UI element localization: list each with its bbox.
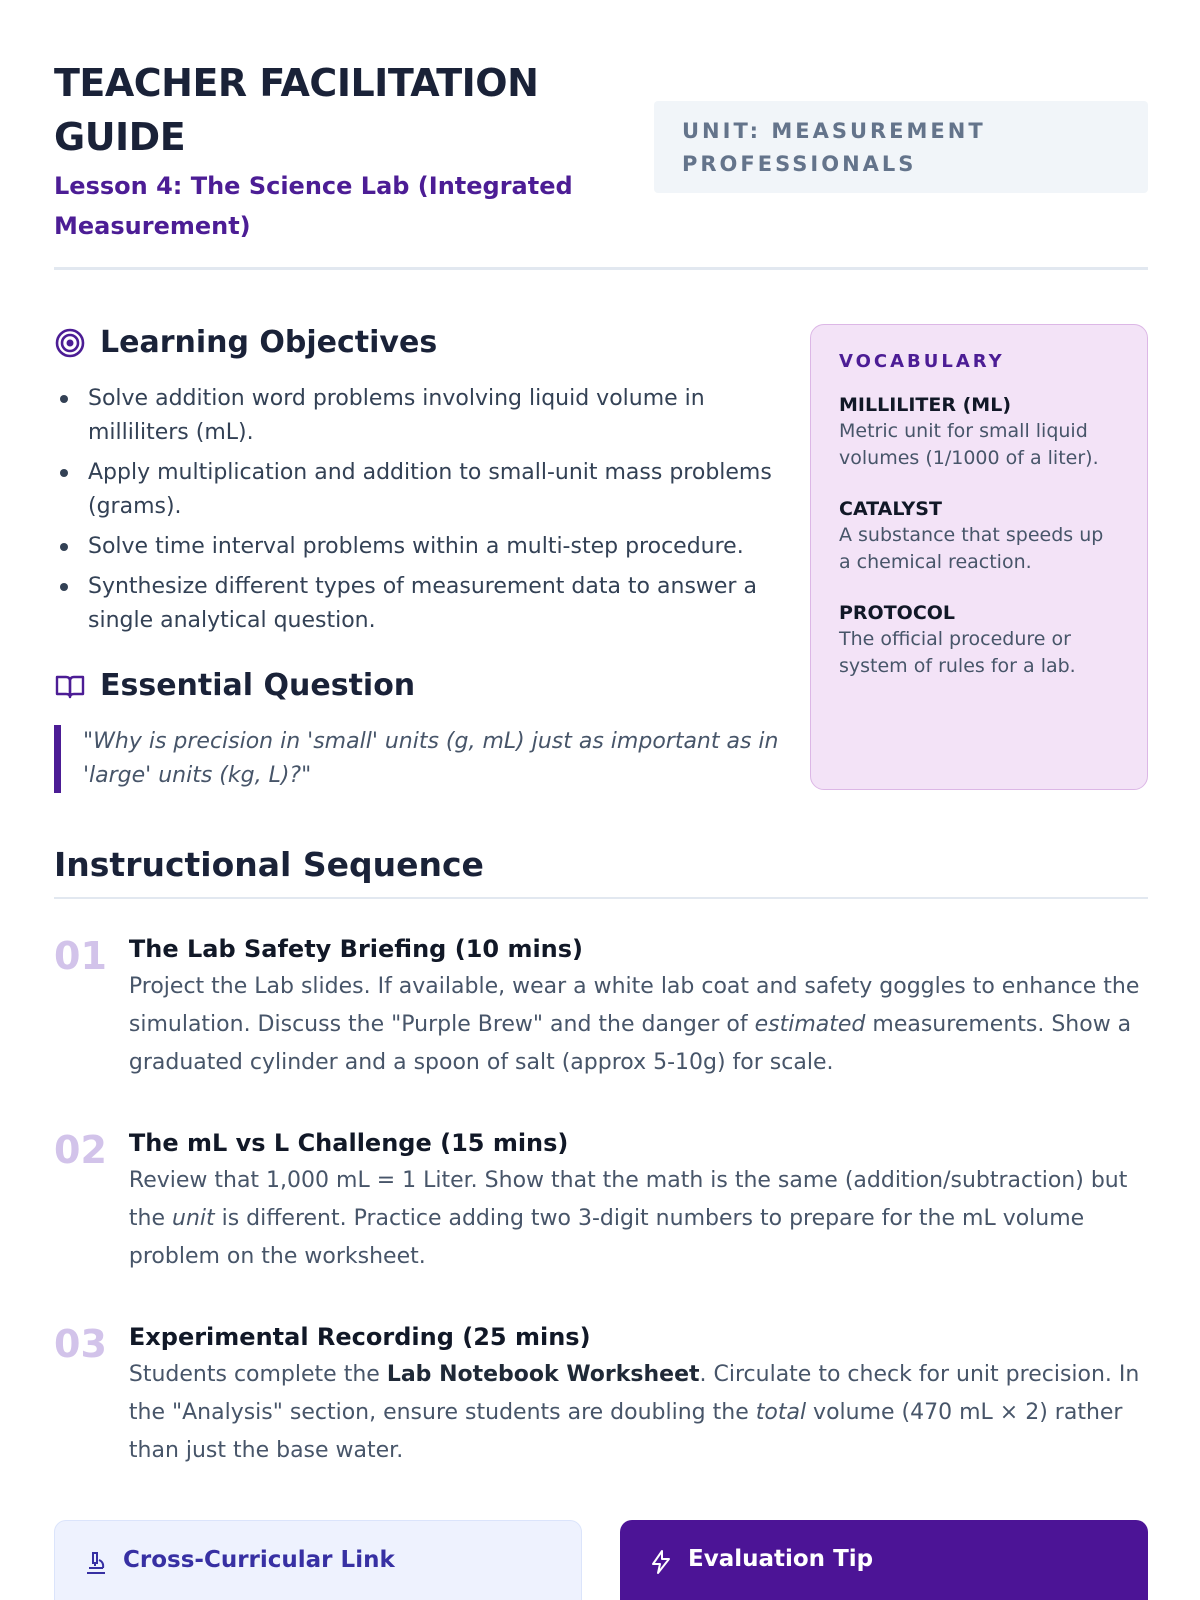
learning-objectives-heading [54,325,784,360]
evaluation-tip-label: Evaluation Tip [688,1546,874,1572]
step-body [129,1126,1148,1276]
vocab-term-name: MILLILITER (ML) [839,394,1012,416]
step-body [129,1320,1148,1470]
sequence-step [54,932,1148,1082]
vocabulary-box [810,324,1148,790]
list-item: Synthesize different types of measurement data to answer a single analytical question. [54,570,784,638]
instructional-sequence-heading: Instructional Sequence [54,845,1148,899]
vocab-term-name: CATALYST [839,498,942,520]
vocab-term [839,496,1119,576]
step-description: Project the Lab slides. If available, wear a white lab coat and safety goggles to enhance the simulation. Discuss the "Purple Brew" and the danger of estimated measurements. Show a graduated cylinder and a spoon of salt (approx 5-10g) for scale. [128,974,1140,1075]
cross-curricular-label: Cross-Curricular Link [123,1547,395,1573]
vocab-term [839,392,1119,472]
step-number: 01 [54,934,107,978]
step-title: The Lab Safety Briefing (10 mins) [128,935,584,963]
vocab-term [839,600,1119,680]
lesson-subtitle: Lesson 4: The Science Lab (Integrated Measurement) [54,172,573,240]
list-item: Apply multiplication and addition to small-unit mass problems (grams). [54,456,784,524]
evaluation-tip-card [620,1520,1148,1600]
step-number: 03 [54,1322,107,1366]
lightning-icon [648,1549,674,1575]
learning-objectives-section [54,325,784,644]
unit-badge: UNIT: MEASUREMENT PROFESSIONALS [654,101,1148,193]
sequence-step [54,1126,1148,1276]
vocab-term-name: PROTOCOL [839,602,956,624]
microscope-icon [83,1550,109,1576]
cross-curricular-card [54,1520,582,1600]
step-description: Review that 1,000 mL = 1 Liter. Show that the math is the same (addition/subtraction) but the unit is different. Practice adding two 3-digit numbers to prepare for the mL volume problem on the worksheet. [128,1168,1128,1269]
step-number: 02 [54,1128,107,1172]
essential-question-heading [54,668,784,703]
page-header [54,56,1148,270]
sequence-step [54,1320,1148,1470]
book-open-icon [54,670,86,702]
vocab-term-definition: A substance that speeds up a chemical reaction. [839,524,1104,573]
list-item: Solve addition word problems involving liquid volume in milliliters (mL). [54,382,784,450]
vocab-term-definition: The official procedure or system of rules for a lab. [839,628,1076,677]
page-title: TEACHER FACILITATION GUIDE [54,61,539,159]
step-title: The mL vs L Challenge (15 mins) [128,1129,569,1157]
essential-question-title: Essential Question [100,668,416,703]
step-description: Students complete the Lab Notebook Worksheet. Circulate to check for unit precision. In the "Analysis" section, ensure students are doubling the total volume (470 mL × 2) rather than just the base water. [128,1362,1140,1463]
list-item: Solve time interval problems within a multi-step procedure. [54,530,784,564]
essential-question-quote: "Why is precision in 'small' units (g, mL) just as important as in 'large' units (kg, L)?" [54,725,784,793]
step-title: Experimental Recording (25 mins) [128,1323,591,1351]
step-body [129,932,1148,1082]
vocab-term-definition: Metric unit for small liquid volumes (1/1000 of a liter). [839,420,1099,469]
essential-question-section [54,668,784,793]
vocabulary-heading: VOCABULARY [839,351,1005,372]
target-icon [54,327,86,359]
objectives-list [54,382,784,638]
learning-objectives-title: Learning Objectives [100,325,438,360]
